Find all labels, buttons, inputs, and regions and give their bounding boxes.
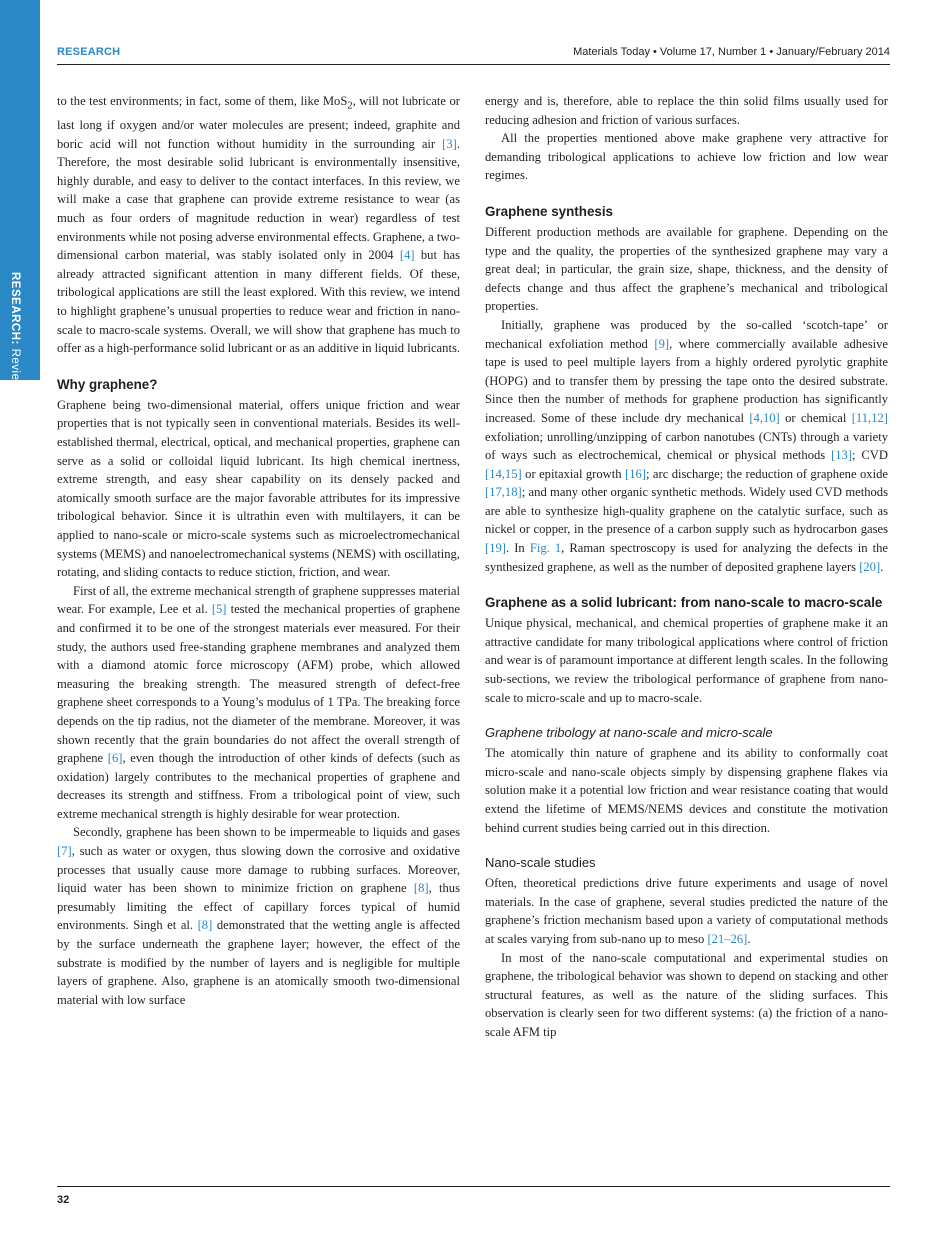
text-run: Graphene as a solid lubricant: from nano-scale to macro-scale [485,595,883,611]
subsection-heading [485,724,888,741]
side-tab-light: Review [9,348,21,390]
header-journal-info: Materials Today • Volume 17, Number 1 • January/February 2014 [573,46,890,58]
text-run: Nano-scale studies [485,855,596,871]
body-paragraph [485,949,888,1042]
citation-link[interactable]: [20] [859,559,881,574]
citation-link[interactable]: [13] [831,448,853,463]
citation-link[interactable]: [17,18] [485,485,522,500]
body-paragraph [57,823,460,1009]
header-divider [57,64,890,65]
body-paragraph [485,223,888,316]
text-run: , even though the introduction of other kinds of defects (such as oxidation) largely contributes to the mechanical properties of graphene and decreases its strength and stiffness. From a tribological point of view, such extreme mechanical strength is highly desirable for wear protection. [57,751,460,821]
text-run: Graphene being two-dimensional material, offers unique friction and wear properties that is not typically seen in conventional materials. Besides its well-established thermal, electrical, optical, and mechanical properties, graphene can serve as a solid or colloidal liquid lubricant. Its high chemical inertness, extreme strength, and easy shear capability on its densely packed and atomically smooth surface are the major favorable attributes for its impressive tribological behavior. Since it is ultrathin even with multilayers, it can be applied to nano-scale or micro-scale systems such as microelectromechanical systems (MEMS) and nanoelectromechanical systems (NEMS) with oscillating, rotating, and sliding contacts to reduce stiction, friction, and wear. [57,397,460,580]
right-column [485,92,888,1042]
citation-link[interactable]: [11,12] [851,410,888,425]
text-run: Why graphene? [57,376,158,392]
text-run: or chemical [779,410,852,425]
left-column [57,92,460,1009]
text-run: . [880,559,884,574]
text-run: , such as water or oxygen, thus slowing down the corrosive and oxidative processes that usually cause more damage to rubbing surfaces. Moreover, liquid water has been shown to minimize friction on graphene [57,844,460,896]
citation-link[interactable]: [4] [399,248,415,263]
citation-link[interactable]: [8] [197,918,213,933]
text-run: Often, theoretical predictions drive future experiments and usage of novel materials. In the case of graphene, several studies predicted the nature of the graphene’s friction mechanism based upon a variety of computational methods at scales varying from sub-nano up to meso [485,876,888,946]
body-paragraph [485,316,888,576]
citation-link[interactable]: [6] [107,751,123,766]
text-run: . Therefore, the most desirable solid lubricant is environmentally insensitive, highly durable, and easy to deliver to the contact interfaces. In this review, we will make a case that graphene can provide extreme resistance to wear (as much as four orders of magnitude reduction in wear) regardless of test environments while not posing adverse environmental effects. Graphene, a two-dimensional carbon material, was stably isolated only in 2004 [57,136,460,263]
text-run: , thus presumably limiting the effect of capillary forces typical of humid environments. Singh et al. [57,881,460,933]
text-run: exfoliation; unrolling/unzipping of carbon nanotubes (CNTs) through a variety of ways such as electrochemical, chemical or physical methods [485,429,888,463]
header-section-label: RESEARCH [57,46,121,58]
body-paragraph [485,874,888,948]
citation-link[interactable]: [4,10] [749,410,780,425]
side-tab-label [9,272,21,389]
text-run: demonstrated that the wetting angle is affected by the surface underneath the graphene layer; however, the effect of the substrate is modified by the number of layers and is negligible for multiple layers of graphene. Also, graphene is an atomically smooth two-dimensional material with low surface [57,918,460,1007]
citation-link[interactable]: Fig. 1 [529,541,562,556]
subsubsection-heading [485,854,888,871]
side-tab-bold: RESEARCH: [9,272,21,345]
text-run: ; and many other organic synthetic methods. Widely used CVD methods are able to synthesize high-quality graphene on the catalytic surface, such as nickel or copper, in the presence of a carbon supply such as hydrocarbon gases [485,485,888,537]
body-paragraph [57,396,460,582]
body-paragraph [485,92,888,129]
section-heading [485,594,888,611]
section-heading [485,203,888,220]
citation-link[interactable]: [9] [654,336,670,351]
text-run: ; CVD [852,448,888,463]
citation-link[interactable]: [7] [57,844,72,859]
text-run: , will not lubricate or last long if oxygen and/or water molecules are present; indeed, graphite and boric acid will not function without humidity in the surrounding air [57,94,460,151]
text-run: , Raman spectroscopy is used for analyzing the defects in the synthesized graphene, as well as the number of deposited graphene layers [485,541,888,574]
body-paragraph [57,582,460,824]
text-run: Graphene tribology at nano-scale and micro-scale [485,725,773,741]
text-run: Secondly, graphene has been shown to be impermeable to liquids and gases [73,825,460,840]
body-paragraph [57,92,460,358]
text-run: Unique physical, mechanical, and chemical properties of graphene make it an attractive candidate for many tribological applications where control of friction and wear is of paramount importance at different length scales. In the following sub-sections, we review the tribological performance of graphene from nano-scale to micro-scale and up to macro-scale. [485,616,888,705]
text-run: Initially, graphene was produced by the so-called ‘scotch-tape’ or mechanical exfoliation method [485,317,888,351]
text-run: , where commercially available adhesive tape is used to peel multiple layers from a highly ordered pyrolytic graphite (HOPG) and to transfer them by pressing the tape onto the desired substrate. Since then the number of methods for graphene production has significantly increased. Some of these include dry mechanical [485,336,888,425]
text-run: tested the mechanical properties of graphene and confirmed it to be one of the strongest materials ever measured. For their study, the authors used free-standing graphene membranes and analyzed them with a diamond atomic force microscopy (AFM) probe, which allowed measuring the breaking strength. The measured strength of defect-free graphene sheet corresponds to a Young’s modulus of 1 TPa. The breaking force depends on the tip radius, not the diameter of the membrane. Moreover, it was shown recently that the grain boundaries do not affect the overall strength of graphene [57,602,460,766]
footer-divider [57,1186,890,1187]
text-run: Graphene synthesis [485,203,614,219]
citation-link[interactable]: [8] [413,881,429,896]
body-paragraph [485,614,888,707]
text-run: ; arc discharge; the reduction of graphene oxide [645,466,888,481]
citation-link[interactable]: [3] [442,136,457,151]
citation-link[interactable]: [16] [625,466,646,481]
text-run: to the test environments; in fact, some of them, like MoS [57,94,348,108]
text-run: . [747,931,751,946]
text-run: energy and is, therefore, able to replace the thin solid films usually used for reducing adhesion and friction of various surfaces. [485,94,888,127]
page-number: 32 [57,1194,70,1206]
text-run: but has already attracted significant attention in many different fields. Of these, tribological applications are still the least explored. With this review, we intend to highlight graphene’s unusual properties to reduce wear and friction in nano-scale to macro-scale systems. Overall, we will show that graphene has much to offer as a high-performance solid lubricant or as an additive in liquid lubricants. [57,248,460,356]
text-run: . In [505,541,530,556]
section-side-tab [0,0,40,390]
citation-link[interactable]: [14,15] [485,466,522,481]
subscript: 2 [347,100,353,112]
text-run: or epitaxial growth [521,466,625,481]
text-run: In most of the nano-scale computational and experimental studies on graphene, the tribological behavior was shown to depend on stacking and other structural features, as well as the nature of the sliding surfaces. This observation is clearly seen for two different systems: (a) the friction of a nano-scale AFM tip [485,950,888,1039]
text-run: First of all, the extreme mechanical strength of graphene suppresses material wear. For example, Lee et al. [57,583,460,617]
text-run: All the properties mentioned above make graphene very attractive for demanding tribological applications to achieve low friction and low wear regimes. [485,131,888,183]
text-run: Different production methods are available for graphene. Depending on the type and the quality, the properties of the synthesized graphene may vary a great deal; in particular, the grain size, shape, thickness, and the density of defects change and thus affect the graphene’s mechanical and tribological properties. [485,224,888,314]
section-heading [57,376,460,393]
body-paragraph [485,129,888,185]
citation-link[interactable]: [21–26] [707,931,748,946]
body-paragraph [485,744,888,837]
citation-link[interactable]: [19] [485,541,506,556]
citation-link[interactable]: [5] [211,602,227,617]
text-run: The atomically thin nature of graphene and its ability to conformally coat micro-scale and nano-scale objects simply by dispensing graphene flakes via solution make it a potential low friction and wear resistance coating that would extend the lifetime of MEMS/NEMS devices and constitute the motivation behind current studies being carried out in this direction. [485,746,888,835]
